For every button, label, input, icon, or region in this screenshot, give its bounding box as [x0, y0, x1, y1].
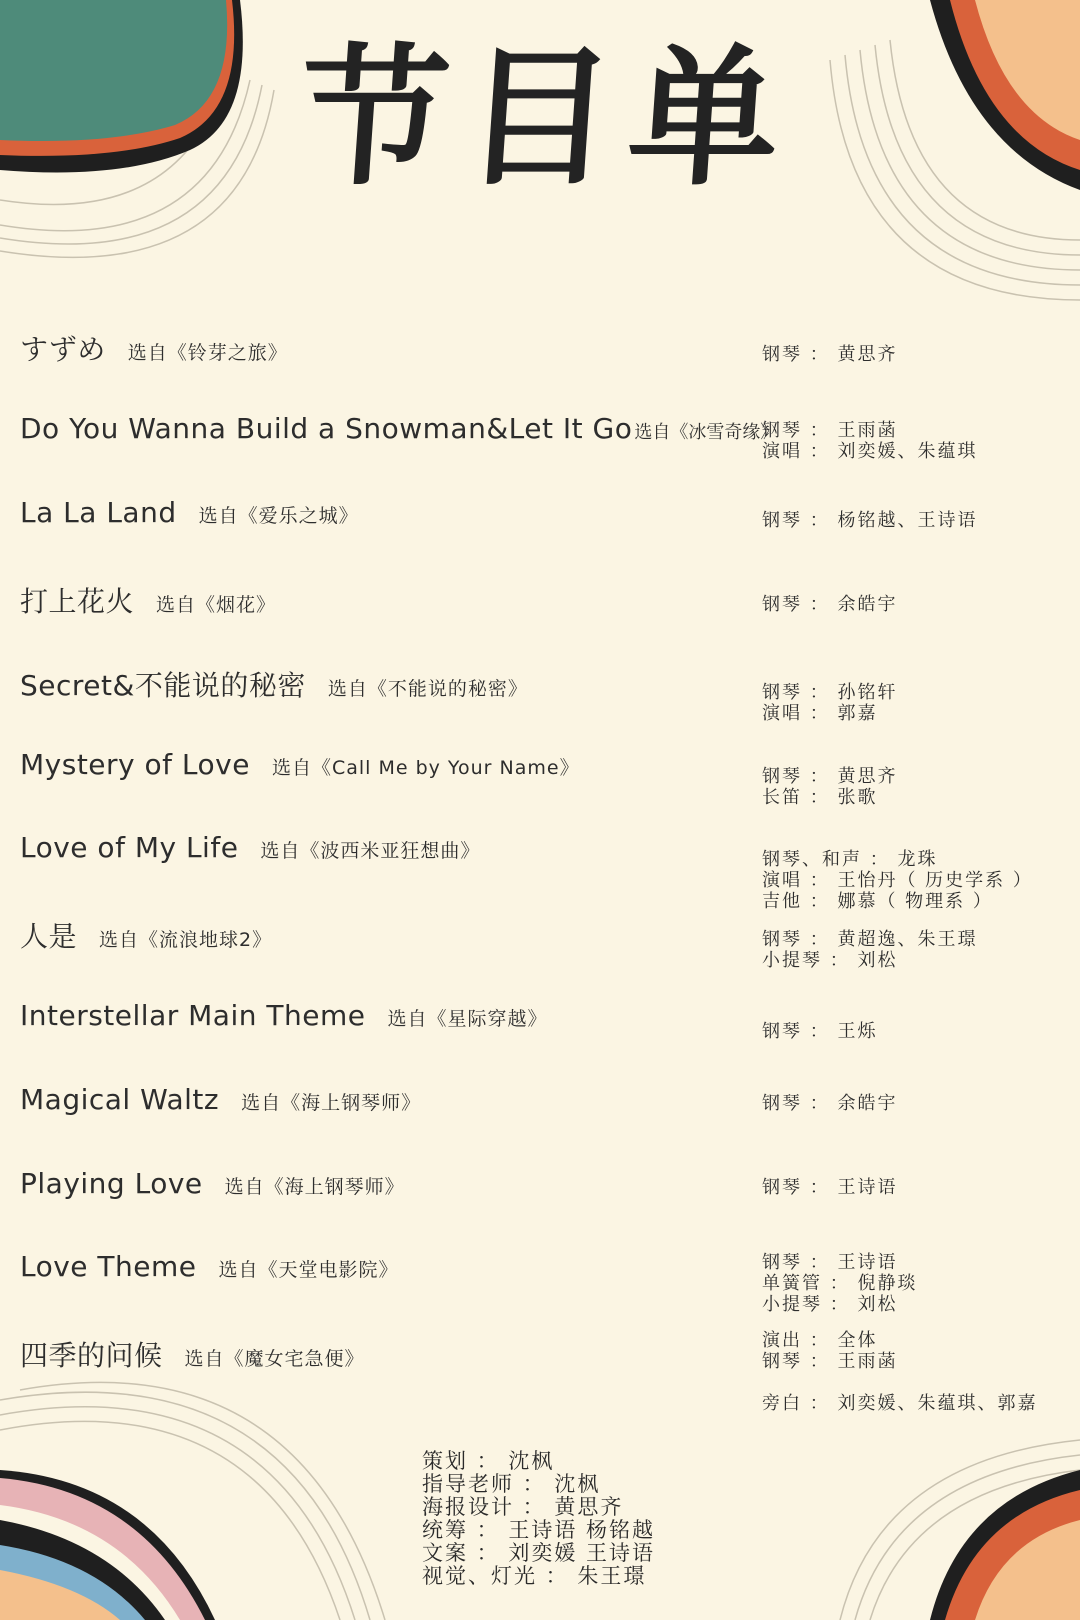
piece-source: 选自《不能说的秘密》 — [327, 678, 528, 700]
program-item — [20, 831, 1070, 911]
program-item — [20, 1083, 1070, 1163]
program-item — [20, 915, 1070, 995]
program-item — [20, 1330, 1070, 1414]
piece-source: 选自《星际穿越》 — [387, 1008, 548, 1030]
performer-line: 钢琴 ： 黄思齐 — [762, 344, 898, 365]
performer-line: 钢琴 ： 王雨菡 — [762, 420, 898, 441]
program-item — [20, 412, 1070, 492]
program-item — [20, 1250, 1070, 1330]
performers — [762, 1177, 897, 1198]
piece-name: Interstellar Main Theme — [20, 999, 366, 1032]
performer-line: 演出 ： 全体 — [762, 1330, 878, 1351]
piece-source: 选自《铃芽之旅》 — [127, 342, 288, 364]
program-item — [20, 328, 1070, 408]
performer-line: 钢琴 ： 孙铭轩 — [762, 682, 898, 703]
piece-name: Love of My Life — [20, 831, 239, 864]
piece-source: 选自《波西米亚狂想曲》 — [260, 840, 481, 862]
piece-line — [20, 748, 580, 781]
performer-line: 钢琴 ： 黄超逸、朱王璟 — [762, 929, 978, 950]
piece-source: 选自《流浪地球2》 — [99, 929, 273, 951]
performers — [762, 1021, 877, 1042]
piece-source: 选自《烟花》 — [156, 594, 277, 616]
performer-line: 吉他 ： 娜慕（ 物理系 ） — [762, 891, 993, 912]
piece-line — [20, 580, 276, 620]
performers — [762, 682, 897, 724]
performer-line: 钢琴 ： 杨铭越、王诗语 — [762, 510, 978, 531]
performer-line: 钢琴 ： 余皓宇 — [762, 1093, 898, 1114]
program-item — [20, 496, 1070, 576]
credit-line: 视觉、灯光 ： 朱王璟 — [422, 1564, 647, 1588]
program-item — [20, 580, 1070, 660]
credit-line: 指导老师 ： 沈枫 — [422, 1472, 601, 1496]
piece-line — [20, 831, 480, 864]
performer-line: 钢琴 ： 王烁 — [762, 1021, 878, 1042]
performers — [762, 849, 1033, 912]
piece-line — [20, 1167, 405, 1200]
piece-source: 选自《天堂电影院》 — [218, 1259, 399, 1281]
performers — [762, 344, 897, 365]
performer-line: 长笛 ： 张歌 — [762, 787, 878, 808]
piece-source: 选自《海上钢琴师》 — [241, 1092, 422, 1114]
title-char: 节 — [292, 30, 456, 206]
performers — [762, 594, 897, 615]
credit-line: 统筹 ： 王诗语 杨铭越 — [422, 1518, 656, 1542]
credit-line: 文案 ： 刘奕媛 王诗语 — [422, 1541, 656, 1565]
piece-name: Do You Wanna Build a Snowman&Let It Go — [20, 412, 633, 445]
piece-line — [20, 1334, 365, 1374]
performer-line: 小提琴 ： 刘松 — [762, 1294, 898, 1315]
performer-line — [762, 1372, 1037, 1393]
title-char: 单 — [622, 30, 786, 206]
piece-source: 选自《Call Me by Your Name》 — [271, 757, 580, 779]
performers — [762, 1093, 897, 1114]
piece-name: 人是 — [20, 920, 78, 953]
program-item — [20, 664, 1070, 744]
credits — [422, 1450, 655, 1588]
performer-line: 钢琴、和声 ： 龙珠 — [762, 849, 938, 870]
piece-line — [20, 915, 272, 955]
piece-name: すずめ — [20, 333, 106, 366]
credit-line: 策划 ： 沈枫 — [422, 1449, 555, 1473]
piece-name: Secret&不能说的秘密 — [20, 669, 306, 702]
performer-line: 钢琴 ： 王诗语 — [762, 1177, 898, 1198]
performers — [762, 929, 977, 971]
piece-source: 选自《海上钢琴师》 — [224, 1176, 405, 1198]
piece-source: 选自《魔女宅急便》 — [184, 1348, 365, 1370]
performers — [762, 420, 977, 462]
performer-line: 单簧管 ： 倪静琰 — [762, 1273, 918, 1294]
piece-name: 打上花火 — [20, 585, 135, 618]
performer-line: 演唱 ： 郭嘉 — [762, 703, 878, 724]
performer-line: 钢琴 ： 余皓宇 — [762, 594, 898, 615]
piece-name: La La Land — [20, 496, 177, 529]
credit-line: 海报设计 ： 黄思齐 — [422, 1495, 624, 1519]
performers — [762, 1252, 917, 1315]
performer-line: 钢琴 ： 王雨菡 — [762, 1351, 898, 1372]
title-char: 目 — [457, 30, 621, 206]
piece-line — [20, 496, 359, 529]
piece-line — [20, 999, 547, 1032]
piece-line — [20, 1083, 421, 1116]
program-item — [20, 1167, 1070, 1247]
piece-name: Love Theme — [20, 1250, 197, 1283]
piece-name: 四季的问候 — [20, 1339, 163, 1372]
performer-line: 演唱 ： 王怡丹（ 历史学系 ） — [762, 870, 1033, 891]
piece-line — [20, 1250, 399, 1283]
piece-name: Magical Waltz — [20, 1083, 220, 1116]
performer-line: 小提琴 ： 刘松 — [762, 950, 898, 971]
performer-line: 钢琴 ： 黄思齐 — [762, 766, 898, 787]
piece-source: 选自《爱乐之城》 — [198, 505, 359, 527]
performer-line: 演唱 ： 刘奕媛、朱蕴琪 — [762, 441, 978, 462]
piece-name: Playing Love — [20, 1167, 203, 1200]
performers — [762, 766, 897, 808]
performer-line: 钢琴 ： 王诗语 — [762, 1252, 898, 1273]
performer-line: 旁白 ： 刘奕媛、朱蕴琪、郭嘉 — [762, 1393, 1038, 1414]
piece-line — [20, 328, 288, 368]
program-item — [20, 748, 1070, 828]
program-item — [20, 999, 1070, 1079]
piece-source: 选自《冰雪奇缘》 — [634, 422, 779, 443]
performers — [762, 510, 977, 531]
performers — [762, 1330, 1037, 1414]
piece-name: Mystery of Love — [20, 748, 250, 781]
piece-line — [20, 412, 778, 445]
piece-line — [20, 664, 528, 704]
